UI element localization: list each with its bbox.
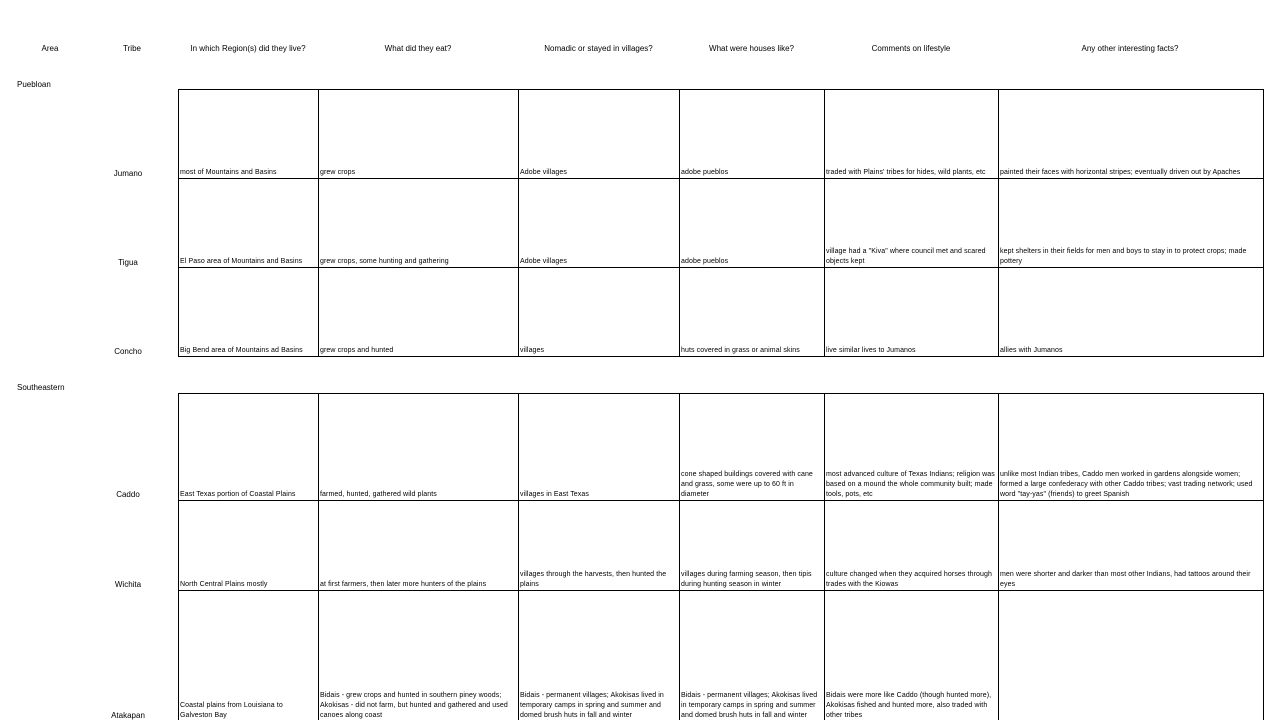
facts-cell[interactable]: unlike most Indian tribes, Caddo men worked in gardens alongside women; formed a large confederacy with other Caddo tribes; vast trading network; used word "tay-yas" (friends) to greet Spanish <box>999 394 1264 501</box>
region-cell[interactable]: El Paso area of Mountains and Basins <box>179 179 319 268</box>
header-area: Area <box>41 44 59 53</box>
nomadic-cell[interactable]: villages through the harvests, then hunted the plains <box>519 501 680 591</box>
nomadic-cell[interactable]: Adobe villages <box>519 90 680 179</box>
table-row <box>179 394 1264 501</box>
houses-cell[interactable]: Bidais - permanent villages; Akokisas lived in temporary camps in spring and summer and domed brush huts in fall and winter <box>680 591 825 720</box>
food-cell[interactable]: farmed, hunted, gathered wild plants <box>319 394 519 501</box>
houses-cell[interactable]: huts covered in grass or animal skins <box>680 268 825 357</box>
lifestyle-cell[interactable]: most advanced culture of Texas Indians; religion was based on a mound the whole community built; made tools, pots, etc <box>825 394 999 501</box>
header-tribe: Tribe <box>123 44 141 53</box>
tribe-label[interactable]: Wichita <box>114 580 142 589</box>
lifestyle-cell[interactable]: live similar lives to Jumanos <box>825 268 999 357</box>
table-row <box>179 179 1264 268</box>
header-lifestyle: Comments on lifestyle <box>871 44 951 53</box>
facts-cell[interactable]: allies with Jumanos <box>999 268 1264 357</box>
header-houses: What were houses like? <box>709 44 794 53</box>
southeastern-table <box>178 393 1264 720</box>
tribe-label[interactable]: Atakapan <box>111 711 145 720</box>
nomadic-cell[interactable]: villages <box>519 268 680 357</box>
houses-cell[interactable]: adobe pueblos <box>680 179 825 268</box>
region-cell[interactable]: Big Bend area of Mountains ad Basins <box>179 268 319 357</box>
houses-cell[interactable]: villages during farming season, then tipis during hunting season in winter <box>680 501 825 591</box>
table-row <box>179 501 1264 591</box>
puebloan-table <box>178 89 1264 357</box>
table-row <box>179 90 1264 179</box>
region-cell[interactable]: Coastal plains from Louisiana to Galveston Bay <box>179 591 319 720</box>
lifestyle-cell[interactable]: Bidais were more like Caddo (though hunted more), Akokisas fished and hunted more, also traded with other tribes <box>825 591 999 720</box>
lifestyle-cell[interactable]: traded with Plains' tribes for hides, wild plants, etc <box>825 90 999 179</box>
region-cell[interactable]: most of Mountains and Basins <box>179 90 319 179</box>
header-food: What did they eat? <box>384 44 452 53</box>
tribe-label[interactable]: Tigua <box>118 258 138 267</box>
food-cell[interactable]: at first farmers, then later more hunters of the plains <box>319 501 519 591</box>
nomadic-cell[interactable]: Bidais - permanent villages; Akokisas lived in temporary camps in spring and summer and domed brush huts in fall and winter <box>519 591 680 720</box>
houses-cell[interactable]: adobe pueblos <box>680 90 825 179</box>
nomadic-cell[interactable]: villages in East Texas <box>519 394 680 501</box>
lifestyle-cell[interactable]: village had a "Kiva" where council met and scared objects kept <box>825 179 999 268</box>
food-cell[interactable]: Bidais - grew crops and hunted in southern piney woods; Akokisas - did not farm, but hunted and gathered and used canoes along coast <box>319 591 519 720</box>
region-cell[interactable]: North Central Plains mostly <box>179 501 319 591</box>
table-row <box>179 591 1264 720</box>
header-facts: Any other interesting facts? <box>1081 44 1179 53</box>
facts-cell[interactable]: men were shorter and darker than most other Indians, had tattoos around their eyes <box>999 501 1264 591</box>
table-row <box>179 268 1264 357</box>
area-label-southeastern: Southeastern <box>17 383 65 392</box>
header-nomadic: Nomadic or stayed in villages? <box>544 44 653 53</box>
lifestyle-cell[interactable]: culture changed when they acquired horses through trades with the Kiowas <box>825 501 999 591</box>
header-region: In which Region(s) did they live? <box>190 44 306 53</box>
houses-cell[interactable]: cone shaped buildings covered with cane and grass, some were up to 60 ft in diameter <box>680 394 825 501</box>
area-label-puebloan: Puebloan <box>17 80 51 89</box>
tribe-label[interactable]: Concho <box>114 347 142 356</box>
food-cell[interactable]: grew crops and hunted <box>319 268 519 357</box>
facts-cell[interactable] <box>999 591 1264 720</box>
tribe-label[interactable]: Caddo <box>116 490 140 499</box>
tribe-label[interactable]: Jumano <box>113 169 143 178</box>
facts-cell[interactable]: kept shelters in their fields for men and boys to stay in to protect crops; made pottery <box>999 179 1264 268</box>
food-cell[interactable]: grew crops <box>319 90 519 179</box>
nomadic-cell[interactable]: Adobe villages <box>519 179 680 268</box>
facts-cell[interactable]: painted their faces with horizontal stripes; eventually driven out by Apaches <box>999 90 1264 179</box>
food-cell[interactable]: grew crops, some hunting and gathering <box>319 179 519 268</box>
region-cell[interactable]: East Texas portion of Coastal Plains <box>179 394 319 501</box>
